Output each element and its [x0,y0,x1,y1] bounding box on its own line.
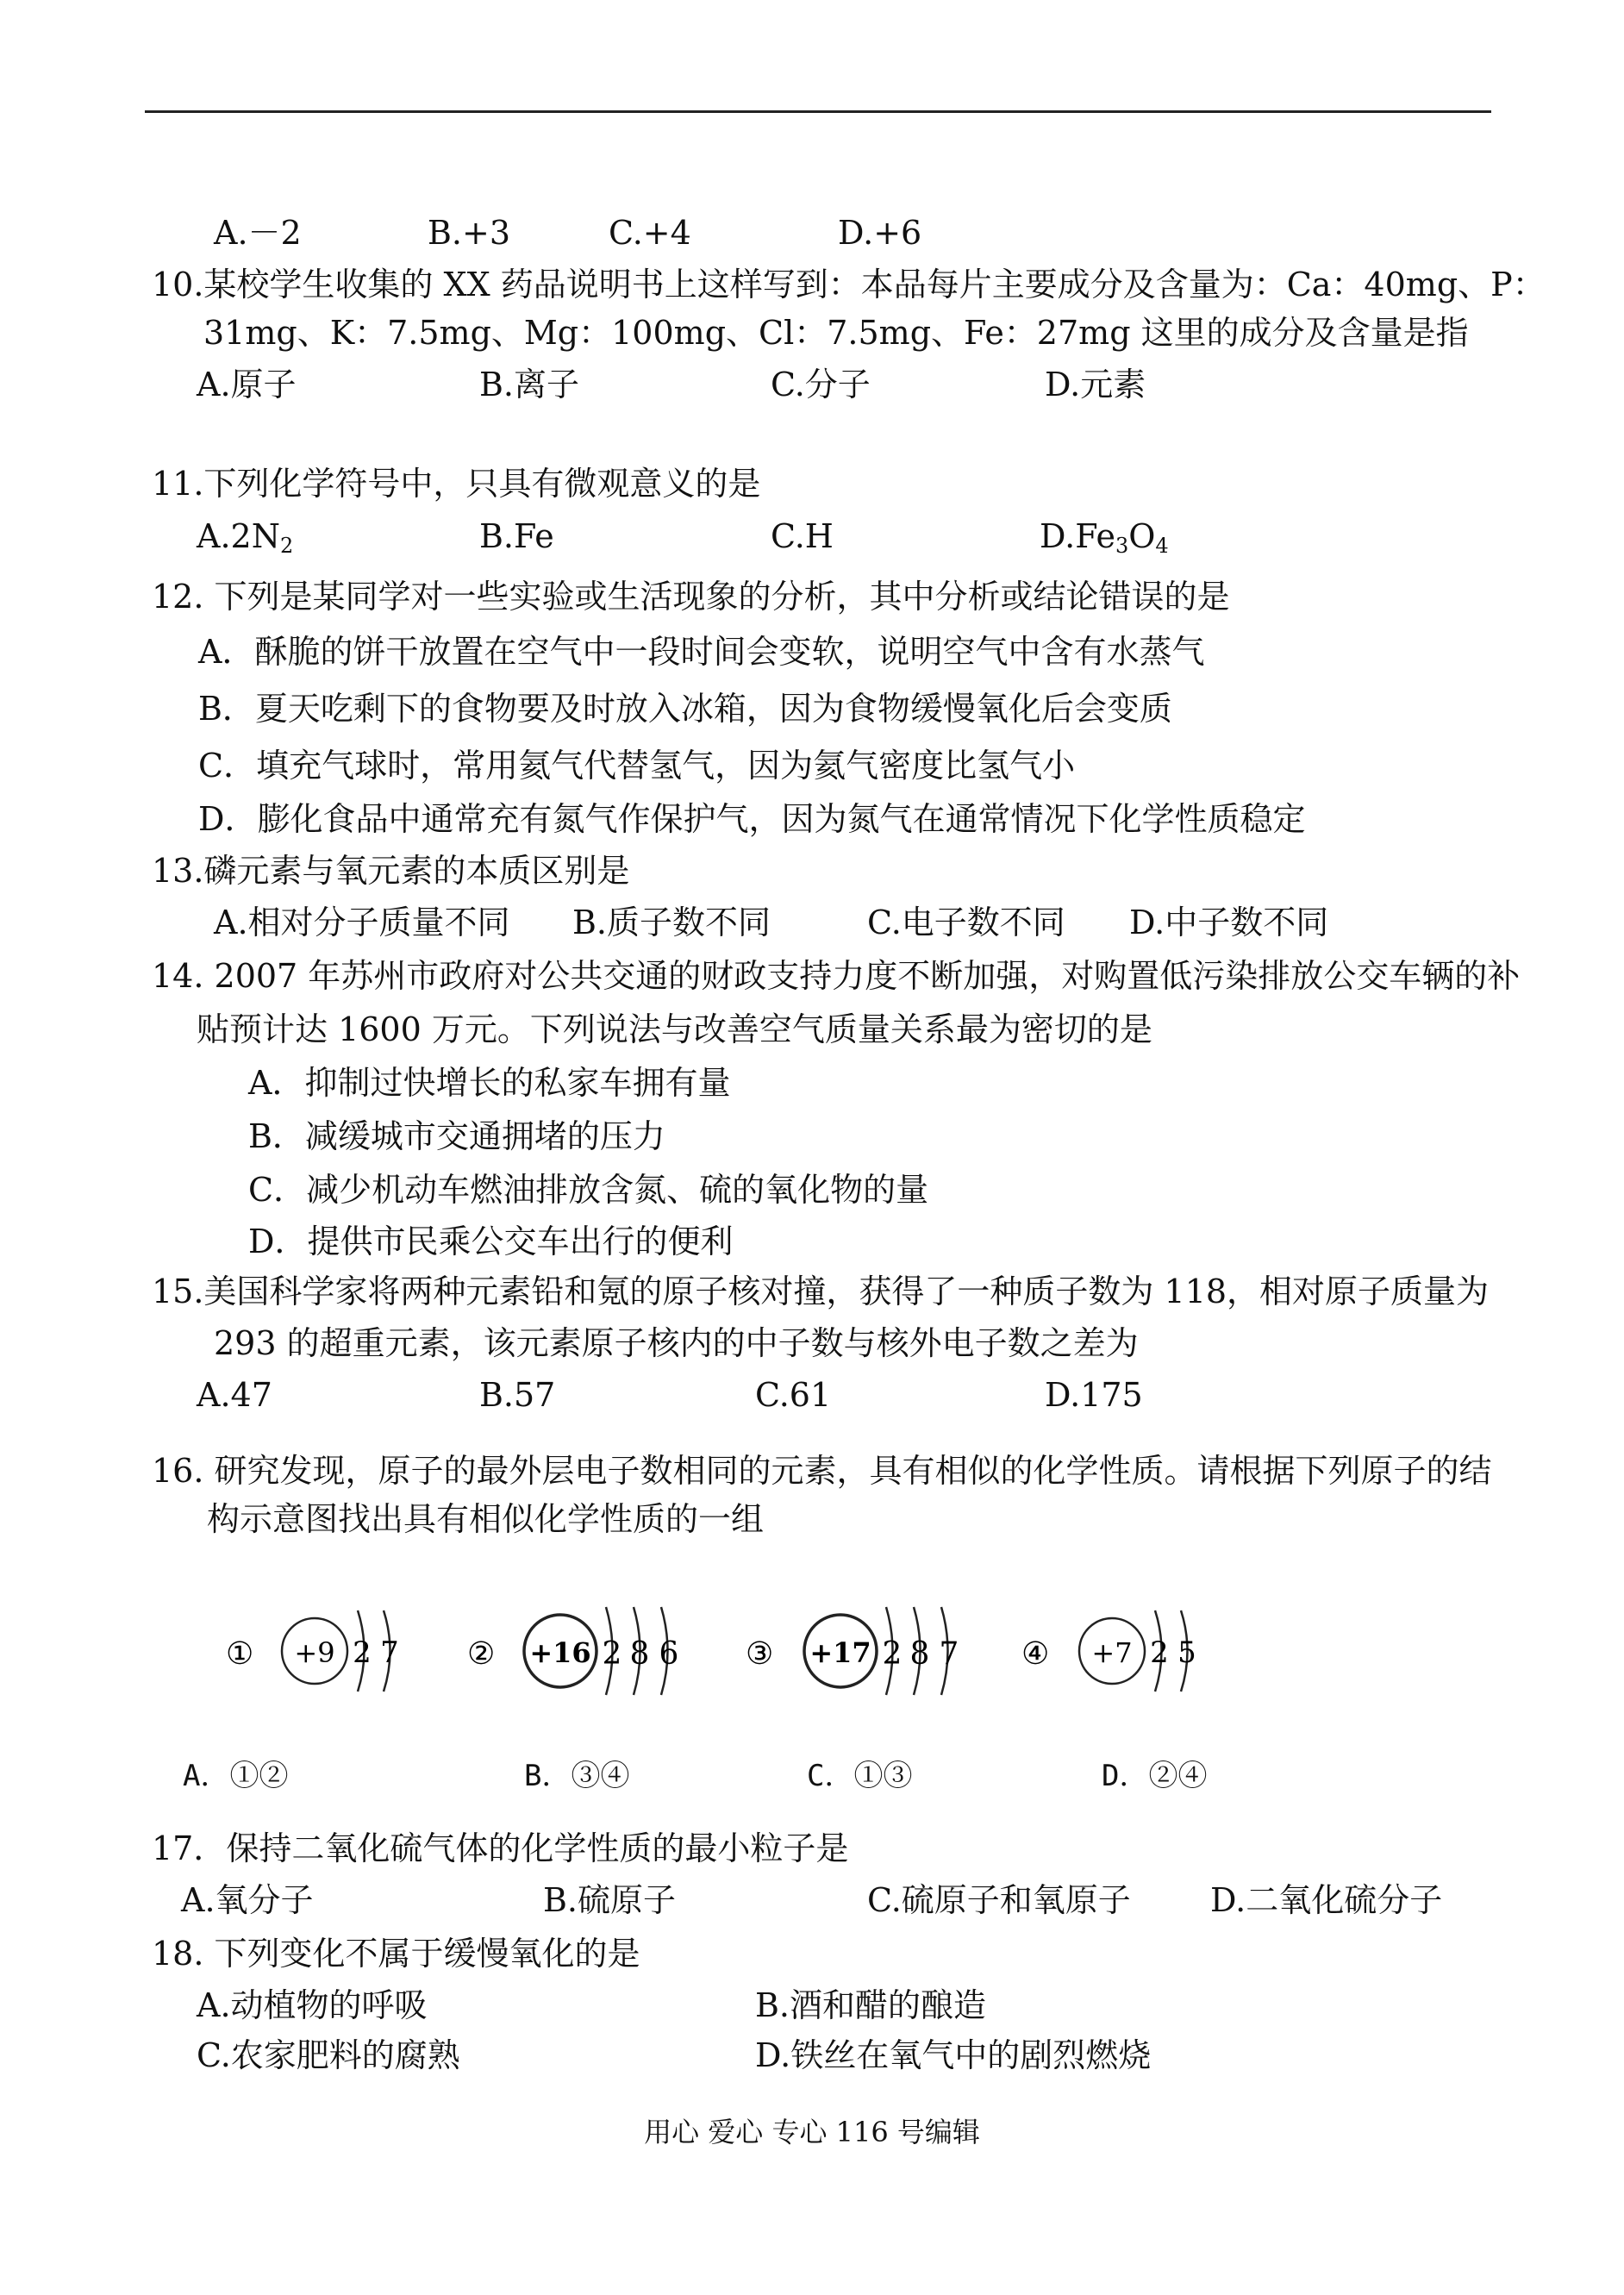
atom-1-label: ① [226,1636,254,1672]
q10-option-b: B.离子 [479,366,580,403]
q15-option-a: A.47 [197,1376,272,1414]
q17-stem: 17．保持二氧化硫气体的化学性质的最小粒子是 [152,1829,849,1867]
q11-option-a: $A.2N_2$ [197,517,294,558]
atom-3-shell-3: 7 [939,1636,959,1672]
q18-option-c: C.农家肥料的腐熟 [197,2036,460,2074]
q9-option-a: A.－2 [214,214,302,252]
atom-diagram-3 [746,1607,959,1695]
q17-option-c: C.硫原子和氧原子 [867,1881,1131,1919]
atom-1-shell-2: 7 [380,1635,399,1670]
atom-2-nucleus: +16 [529,1636,591,1669]
q11-option-b: B.Fe [479,517,554,555]
q12-stem: 12. 下列是某同学对一些实验或生活现象的分析，其中分析或结论错误的是 [152,578,1230,616]
atom-4-nucleus: +7 [1091,1636,1133,1669]
atom-diagram-4 [1021,1610,1196,1692]
q14-option-a: A．抑制过快增长的私家车拥有量 [248,1064,731,1102]
q9-option-c: C.+4 [609,214,691,252]
q18-stem: 18. 下列变化不属于缓慢氧化的是 [152,1935,640,1973]
q10-stem-line1: 10.某校学生收集的 XX 药品说明书上这样写到：本品每片主要成分及含量为：Ca：40mg、P： [152,266,1546,303]
q16-option-c: C．①③ [807,1759,913,1793]
q13-option-b: B.质子数不同 [572,904,771,941]
page-footer: 用心 爱心 专心 116 号编辑 [644,2116,980,2148]
q11-option-c: C.H [771,517,834,555]
atom-diagram-1 [226,1610,399,1692]
q17-option-a: A.氧分子 [181,1881,314,1919]
q14-option-b: B．减缓城市交通拥堵的压力 [248,1117,665,1155]
header-rule [145,110,1491,113]
q15-option-d: D.175 [1045,1376,1143,1414]
q11-stem: 11.下列化学符号中，只具有微观意义的是 [152,465,761,503]
atom-4-shell-2: 5 [1177,1635,1196,1670]
atom-2-shell-3: 6 [659,1636,679,1672]
q12-option-b: B．夏天吃剩下的食物要及时放入冰箱，因为食物缓慢氧化后会变质 [198,690,1172,728]
atom-3-shell-1: 2 [882,1636,903,1672]
q15-option-b: B.57 [479,1376,556,1414]
q12-option-c: C．填充气球时，常用氦气代替氢气，因为氦气密度比氢气小 [198,747,1076,785]
q17-option-b: B.硫原子 [543,1881,677,1919]
atom-2-label: ② [467,1636,496,1672]
q15-stem-line1: 15.美国科学家将两种元素铅和氪的原子核对撞，获得了一种质子数为 118，相对原子质量为 [152,1273,1490,1310]
q13-option-c: C.电子数不同 [867,904,1065,941]
q14-stem-line1: 14. 2007 年苏州市政府对公共交通的财政支持力度不断加强，对购置低污染排放公交车辆的补 [152,957,1521,995]
q14-stem-line2: 贴预计达 1600 万元。下列说法与改善空气质量关系最为密切的是 [197,1010,1152,1048]
q9-option-b: B.+3 [428,214,511,252]
q15-option-c: C.61 [755,1376,832,1414]
q10-option-d: D.元素 [1045,366,1146,403]
q9-option-d: D.+6 [838,214,922,252]
atom-3-label: ③ [746,1636,774,1672]
q13-option-d: D.中子数不同 [1129,904,1329,941]
q13-option-a: A.相对分子质量不同 [214,904,510,941]
q10-option-a: A.原子 [197,366,297,403]
q16-option-a: A．①② [183,1759,289,1793]
q15-stem-line2: 293 的超重元素，该元素原子核内的中子数与核外电子数之差为 [214,1324,1139,1362]
q16-option-d: D．②④ [1102,1759,1208,1793]
atom-4-shell-1: 2 [1150,1635,1169,1670]
q18-option-d: D.铁丝在氧气中的剧烈燃烧 [755,2036,1152,2074]
q14-option-d: D．提供市民乘公交车出行的便利 [248,1223,734,1260]
q13-stem: 13.磷元素与氧元素的本质区别是 [152,852,630,890]
atom-2-shell-1: 2 [602,1636,622,1672]
atom-3-nucleus: +17 [809,1636,871,1669]
q10-stem-line2: 31mg、K：7.5mg、Mg：100mg、Cl：7.5mg、Fe：27mg 这里的成分及含量是指 [203,314,1469,352]
atom-2-shell-2: 8 [629,1636,650,1672]
q16-stem-line1: 16. 研究发现，原子的最外层电子数相同的元素，具有相似的化学性质。请根据下列原子的结 [152,1452,1492,1490]
q16-option-b: B．③④ [524,1759,630,1793]
atom-diagram-2 [467,1607,678,1695]
q11-option-d: $D.Fe_3O_4$ [1040,517,1169,558]
q18-option-b: B.酒和醋的酿造 [755,1986,987,2024]
atom-structure-diagrams [207,1595,1241,1707]
atom-4-label: ④ [1021,1636,1050,1672]
q12-option-a: A．酥脆的饼干放置在空气中一段时间会变软，说明空气中含有水蒸气 [198,633,1205,671]
q18-option-a: A.动植物的呼吸 [197,1986,428,2024]
q12-option-d: D．膨化食品中通常充有氮气作保护气，因为氮气在通常情况下化学性质稳定 [198,800,1306,838]
atom-3-shell-2: 8 [909,1636,930,1672]
atom-1-shell-1: 2 [353,1635,372,1670]
atom-1-nucleus: +9 [294,1636,335,1669]
q10-option-c: C.分子 [771,366,871,403]
q16-stem-line2: 构示意图找出具有相似化学性质的一组 [207,1500,765,1538]
q17-option-d: D.二氧化硫分子 [1210,1881,1443,1919]
q14-option-c: C．减少机动车燃油排放含氮、硫的氧化物的量 [248,1171,929,1209]
